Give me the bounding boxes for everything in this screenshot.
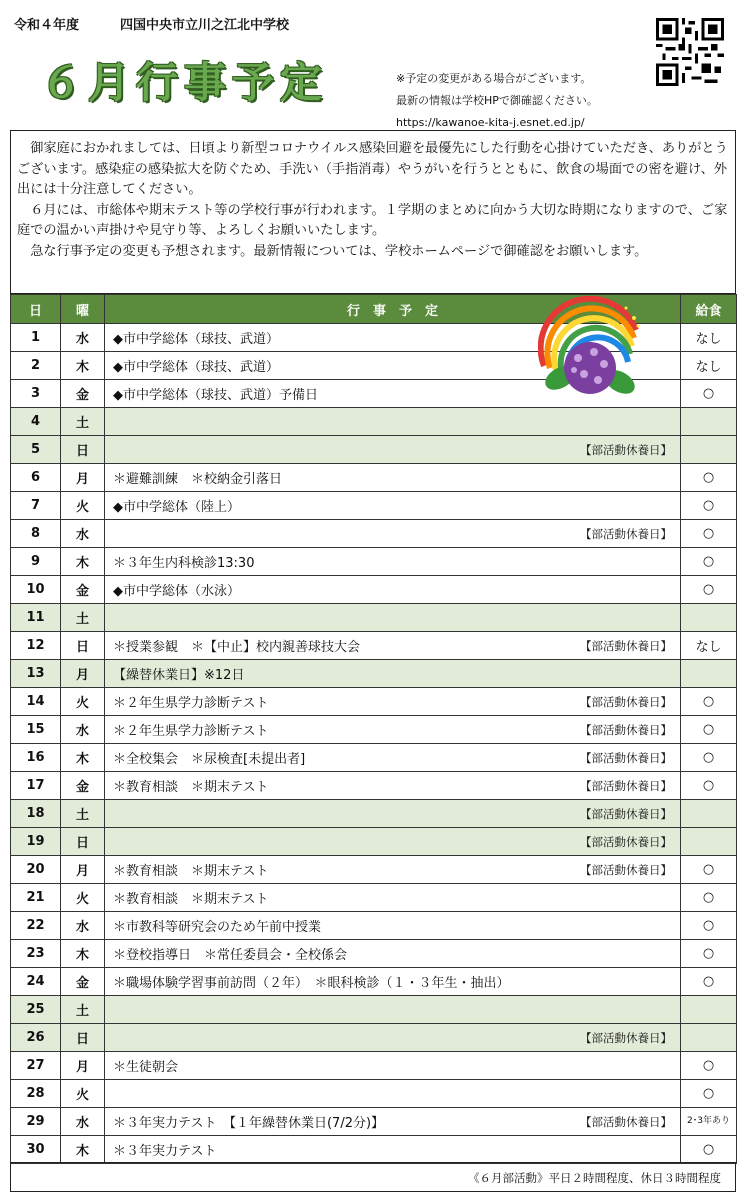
- meal-cell: [681, 464, 737, 492]
- weekday-cell: 土: [61, 408, 105, 436]
- day-cell: 24: [11, 968, 61, 996]
- meal-cell: [681, 548, 737, 576]
- weekday-cell: 木: [61, 744, 105, 772]
- day-cell: 23: [11, 940, 61, 968]
- club-rest-note: 【部活動休養日】: [580, 526, 672, 541]
- meal-cell: [681, 884, 737, 912]
- meal-cell: [681, 940, 737, 968]
- day-cell: 13: [11, 660, 61, 688]
- event-cell: [105, 940, 681, 968]
- event-cell: [105, 660, 681, 688]
- day-cell: 22: [11, 912, 61, 940]
- day-cell: 10: [11, 576, 61, 604]
- meal-cell: [681, 688, 737, 716]
- event-text: ＊市教科等研究会のため午前中授業: [113, 920, 322, 935]
- event-cell: [105, 996, 681, 1024]
- weekday-cell: 土: [61, 604, 105, 632]
- weekday-cell: 火: [61, 1080, 105, 1108]
- day-cell: 20: [11, 856, 61, 884]
- club-rest-note: 【部活動休養日】: [580, 862, 672, 877]
- table-row: [11, 548, 737, 576]
- event-cell: [105, 1052, 681, 1080]
- weekday-cell: 月: [61, 856, 105, 884]
- day-cell: 7: [11, 492, 61, 520]
- table-row: [11, 408, 737, 436]
- event-text: ＊３年実力テスト 【１年繰替休業日(7/2分)】: [113, 1116, 385, 1131]
- notice-block: [396, 68, 598, 134]
- event-text: ◆市中学総体（陸上）: [113, 500, 240, 515]
- club-activity-note: 《６月部活動》平日２時間程度、休日３時間程度: [10, 1162, 736, 1192]
- club-rest-note: 【部活動休養日】: [580, 1114, 672, 1129]
- table-row: [11, 1052, 737, 1080]
- day-cell: 5: [11, 436, 61, 464]
- day-cell: 15: [11, 716, 61, 744]
- event-text: ◆市中学総体（球技、武道）: [113, 360, 279, 375]
- meal-value: ○: [702, 1086, 715, 1101]
- day-cell: 28: [11, 1080, 61, 1108]
- table-row: [11, 1080, 737, 1108]
- intro-message: [10, 130, 736, 294]
- meal-value: ○: [702, 862, 715, 877]
- meal-value: ○: [702, 470, 715, 485]
- meal-cell: [681, 408, 737, 436]
- weekday-cell: 金: [61, 772, 105, 800]
- day-cell: 29: [11, 1108, 61, 1136]
- meal-cell: [681, 996, 737, 1024]
- weekday-cell: 水: [61, 912, 105, 940]
- event-cell: [105, 1080, 681, 1108]
- meal-value: ○: [702, 526, 715, 541]
- meal-value: 2･3年あり: [687, 1116, 730, 1126]
- weekday-cell: 水: [61, 1108, 105, 1136]
- meal-value: ○: [702, 946, 715, 961]
- weekday-cell: 日: [61, 436, 105, 464]
- fiscal-year: 令和４年度: [14, 18, 80, 33]
- weekday-cell: 火: [61, 492, 105, 520]
- event-text: ＊２年生県学力診断テスト: [113, 696, 269, 711]
- meal-value: ○: [702, 554, 715, 569]
- event-cell: [105, 632, 681, 660]
- meal-value: ○: [702, 778, 715, 793]
- school-name: 四国中央市立川之江北中学校: [120, 18, 290, 33]
- club-rest-note: 【部活動休養日】: [580, 722, 672, 737]
- weekday-cell: 水: [61, 520, 105, 548]
- table-row: [11, 940, 737, 968]
- meal-cell: [681, 632, 737, 660]
- table-row: [11, 1024, 737, 1052]
- intro-paragraph: ６月には、市総体や期末テスト等の学校行事が行われます。１学期のまとめに向かう大切な時期になりますので、ご家庭での温かい声掛けや見守り等、よろしくお願いいたします。: [17, 202, 728, 238]
- table-row: [11, 828, 737, 856]
- table-row: [11, 520, 737, 548]
- event-text: ＊避難訓練 ＊校納金引落日: [113, 472, 283, 487]
- weekday-cell: 日: [61, 1024, 105, 1052]
- meal-cell: [681, 772, 737, 800]
- event-text: ＊２年生県学力診断テスト: [113, 724, 269, 739]
- day-cell: 21: [11, 884, 61, 912]
- page-header: [0, 0, 746, 130]
- club-rest-note: 【部活動休養日】: [580, 778, 672, 793]
- event-cell: [105, 744, 681, 772]
- meal-cell: [681, 1136, 737, 1164]
- event-cell: [105, 520, 681, 548]
- schedule-table: [10, 294, 737, 1164]
- meal-value: ○: [702, 498, 715, 513]
- meal-cell: [681, 324, 737, 352]
- event-text: ◆市中学総体（球技、武道）予備日: [113, 388, 318, 403]
- table-row: [11, 436, 737, 464]
- event-cell: [105, 548, 681, 576]
- table-row: [11, 632, 737, 660]
- event-text: ＊３年実力テスト: [113, 1144, 217, 1159]
- header-event: 行 事 予 定: [105, 295, 681, 324]
- meal-cell: [681, 1024, 737, 1052]
- table-row: [11, 604, 737, 632]
- weekday-cell: 木: [61, 940, 105, 968]
- meal-value: なし: [695, 640, 722, 655]
- event-text: ＊教育相談 ＊期末テスト: [113, 780, 269, 795]
- weekday-cell: 金: [61, 576, 105, 604]
- intro-paragraph: 御家庭におかれましては、日頃より新型コロナウイルス感染回避を最優先にした行動を心掛けていただき、ありがとうございます。感染症の感染拡大を防ぐため、手洗い（手指消毒）やうがいを行うとともに、飲食の場面での密を避け、外出には十分注意してください。: [17, 141, 728, 197]
- meal-cell: [681, 380, 737, 408]
- event-cell: [105, 408, 681, 436]
- table-row: [11, 1136, 737, 1164]
- meal-value: ○: [702, 918, 715, 933]
- meal-value: ○: [702, 750, 715, 765]
- meal-cell: [681, 1052, 737, 1080]
- club-rest-note: 【部活動休養日】: [580, 806, 672, 821]
- meal-value: ○: [702, 890, 715, 905]
- event-text: ＊教育相談 ＊期末テスト: [113, 892, 269, 907]
- event-cell: [105, 576, 681, 604]
- event-cell: [105, 436, 681, 464]
- day-cell: 11: [11, 604, 61, 632]
- table-row: [11, 968, 737, 996]
- meal-cell: [681, 520, 737, 548]
- event-text: ＊３年生内科検診13:30: [113, 556, 255, 571]
- meal-value: ○: [702, 974, 715, 989]
- day-cell: 2: [11, 352, 61, 380]
- event-cell: [105, 884, 681, 912]
- event-text: ＊全校集会 ＊尿検査[未提出者]: [113, 752, 306, 767]
- day-cell: 4: [11, 408, 61, 436]
- event-text: ◆市中学総体（水泳）: [113, 584, 240, 599]
- meal-cell: [681, 856, 737, 884]
- hydrangea-rainbow-illustration: [538, 296, 642, 402]
- meal-value: ○: [702, 1058, 715, 1073]
- event-text: ＊登校指導日 ＊常任委員会・全校係会: [113, 948, 348, 963]
- table-row: [11, 576, 737, 604]
- event-cell: [105, 688, 681, 716]
- table-row: [11, 716, 737, 744]
- weekday-cell: 金: [61, 380, 105, 408]
- day-cell: 17: [11, 772, 61, 800]
- day-cell: 12: [11, 632, 61, 660]
- event-cell: [105, 464, 681, 492]
- school-url-link[interactable]: https://kawanoe-kita-j.esnet.ed.jp/: [396, 116, 585, 129]
- meal-cell: [681, 604, 737, 632]
- page-title: ６月行事予定: [40, 58, 329, 107]
- weekday-cell: 月: [61, 1052, 105, 1080]
- weekday-cell: 日: [61, 632, 105, 660]
- weekday-cell: 火: [61, 688, 105, 716]
- event-cell: [105, 492, 681, 520]
- day-cell: 18: [11, 800, 61, 828]
- day-cell: 6: [11, 464, 61, 492]
- table-row: [11, 688, 737, 716]
- table-row: [11, 996, 737, 1024]
- qr-code-icon[interactable]: [656, 18, 724, 86]
- event-text: ◆市中学総体（球技、武道）: [113, 332, 279, 347]
- weekday-cell: 土: [61, 800, 105, 828]
- weekday-cell: 木: [61, 352, 105, 380]
- weekday-cell: 水: [61, 324, 105, 352]
- day-cell: 14: [11, 688, 61, 716]
- day-cell: 30: [11, 1136, 61, 1164]
- table-row: [11, 1108, 737, 1136]
- weekday-cell: 日: [61, 828, 105, 856]
- meal-cell: [681, 660, 737, 688]
- meal-value: ○: [702, 694, 715, 709]
- event-cell: [105, 800, 681, 828]
- event-text: ＊教育相談 ＊期末テスト: [113, 864, 269, 879]
- day-cell: 1: [11, 324, 61, 352]
- meal-cell: [681, 352, 737, 380]
- header-weekday: 曜: [61, 295, 105, 324]
- meal-cell: [681, 576, 737, 604]
- meal-cell: [681, 716, 737, 744]
- club-rest-note: 【部活動休養日】: [580, 834, 672, 849]
- weekday-cell: 木: [61, 548, 105, 576]
- event-cell: [105, 856, 681, 884]
- meal-value: なし: [695, 332, 722, 347]
- event-cell: [105, 716, 681, 744]
- event-cell: [105, 968, 681, 996]
- table-row: [11, 856, 737, 884]
- notice-line: 最新の情報は学校HPで御確認ください。: [396, 94, 598, 107]
- notice-line: ※予定の変更がある場合がございます。: [396, 72, 592, 85]
- weekday-cell: 金: [61, 968, 105, 996]
- meal-cell: [681, 1108, 737, 1136]
- table-row: [11, 660, 737, 688]
- event-cell: [105, 828, 681, 856]
- day-cell: 26: [11, 1024, 61, 1052]
- event-cell: [105, 1136, 681, 1164]
- event-cell: [105, 604, 681, 632]
- meal-cell: [681, 1080, 737, 1108]
- day-cell: 16: [11, 744, 61, 772]
- club-rest-note: 【部活動休養日】: [580, 442, 672, 457]
- intro-paragraph: 急な行事予定の変更も予想されます。最新情報については、学校ホームページで御確認をお願いします。: [30, 243, 648, 259]
- meal-cell: [681, 492, 737, 520]
- day-cell: 25: [11, 996, 61, 1024]
- table-row: [11, 884, 737, 912]
- day-cell: 8: [11, 520, 61, 548]
- event-text: ＊職場体験学習事前訪問（２年） ＊眼科検診（１・３年生・抽出）: [113, 976, 510, 991]
- weekday-cell: 月: [61, 464, 105, 492]
- event-text: ＊授業参観 ＊【中止】校内親善球技大会: [113, 640, 361, 655]
- meal-cell: [681, 828, 737, 856]
- meal-value: なし: [695, 360, 722, 375]
- club-rest-note: 【部活動休養日】: [580, 750, 672, 765]
- weekday-cell: 水: [61, 716, 105, 744]
- club-rest-note: 【部活動休養日】: [580, 638, 672, 653]
- meal-cell: [681, 968, 737, 996]
- event-cell: [105, 1024, 681, 1052]
- meal-value: ○: [702, 1142, 715, 1157]
- event-text: ＊生徒朝会: [113, 1060, 179, 1075]
- day-cell: 3: [11, 380, 61, 408]
- day-cell: 19: [11, 828, 61, 856]
- meal-cell: [681, 436, 737, 464]
- day-cell: 27: [11, 1052, 61, 1080]
- event-cell: [105, 1108, 681, 1136]
- day-cell: 9: [11, 548, 61, 576]
- table-row: [11, 800, 737, 828]
- club-rest-note: 【部活動休養日】: [580, 694, 672, 709]
- table-row: [11, 464, 737, 492]
- table-row: [11, 772, 737, 800]
- meal-value: ○: [702, 722, 715, 737]
- meal-value: ○: [702, 386, 715, 401]
- header-day: 日: [11, 295, 61, 324]
- meal-cell: [681, 800, 737, 828]
- table-row: [11, 492, 737, 520]
- meal-cell: [681, 912, 737, 940]
- weekday-cell: 月: [61, 660, 105, 688]
- table-row: [11, 912, 737, 940]
- event-text: 【繰替休業日】※12日: [113, 668, 245, 683]
- weekday-cell: 土: [61, 996, 105, 1024]
- weekday-cell: 火: [61, 884, 105, 912]
- club-rest-note: 【部活動休養日】: [580, 1030, 672, 1045]
- table-row: [11, 744, 737, 772]
- event-cell: [105, 912, 681, 940]
- meal-value: ○: [702, 582, 715, 597]
- event-cell: [105, 772, 681, 800]
- weekday-cell: 木: [61, 1136, 105, 1164]
- header-meal: 給食: [681, 295, 737, 324]
- meal-cell: [681, 744, 737, 772]
